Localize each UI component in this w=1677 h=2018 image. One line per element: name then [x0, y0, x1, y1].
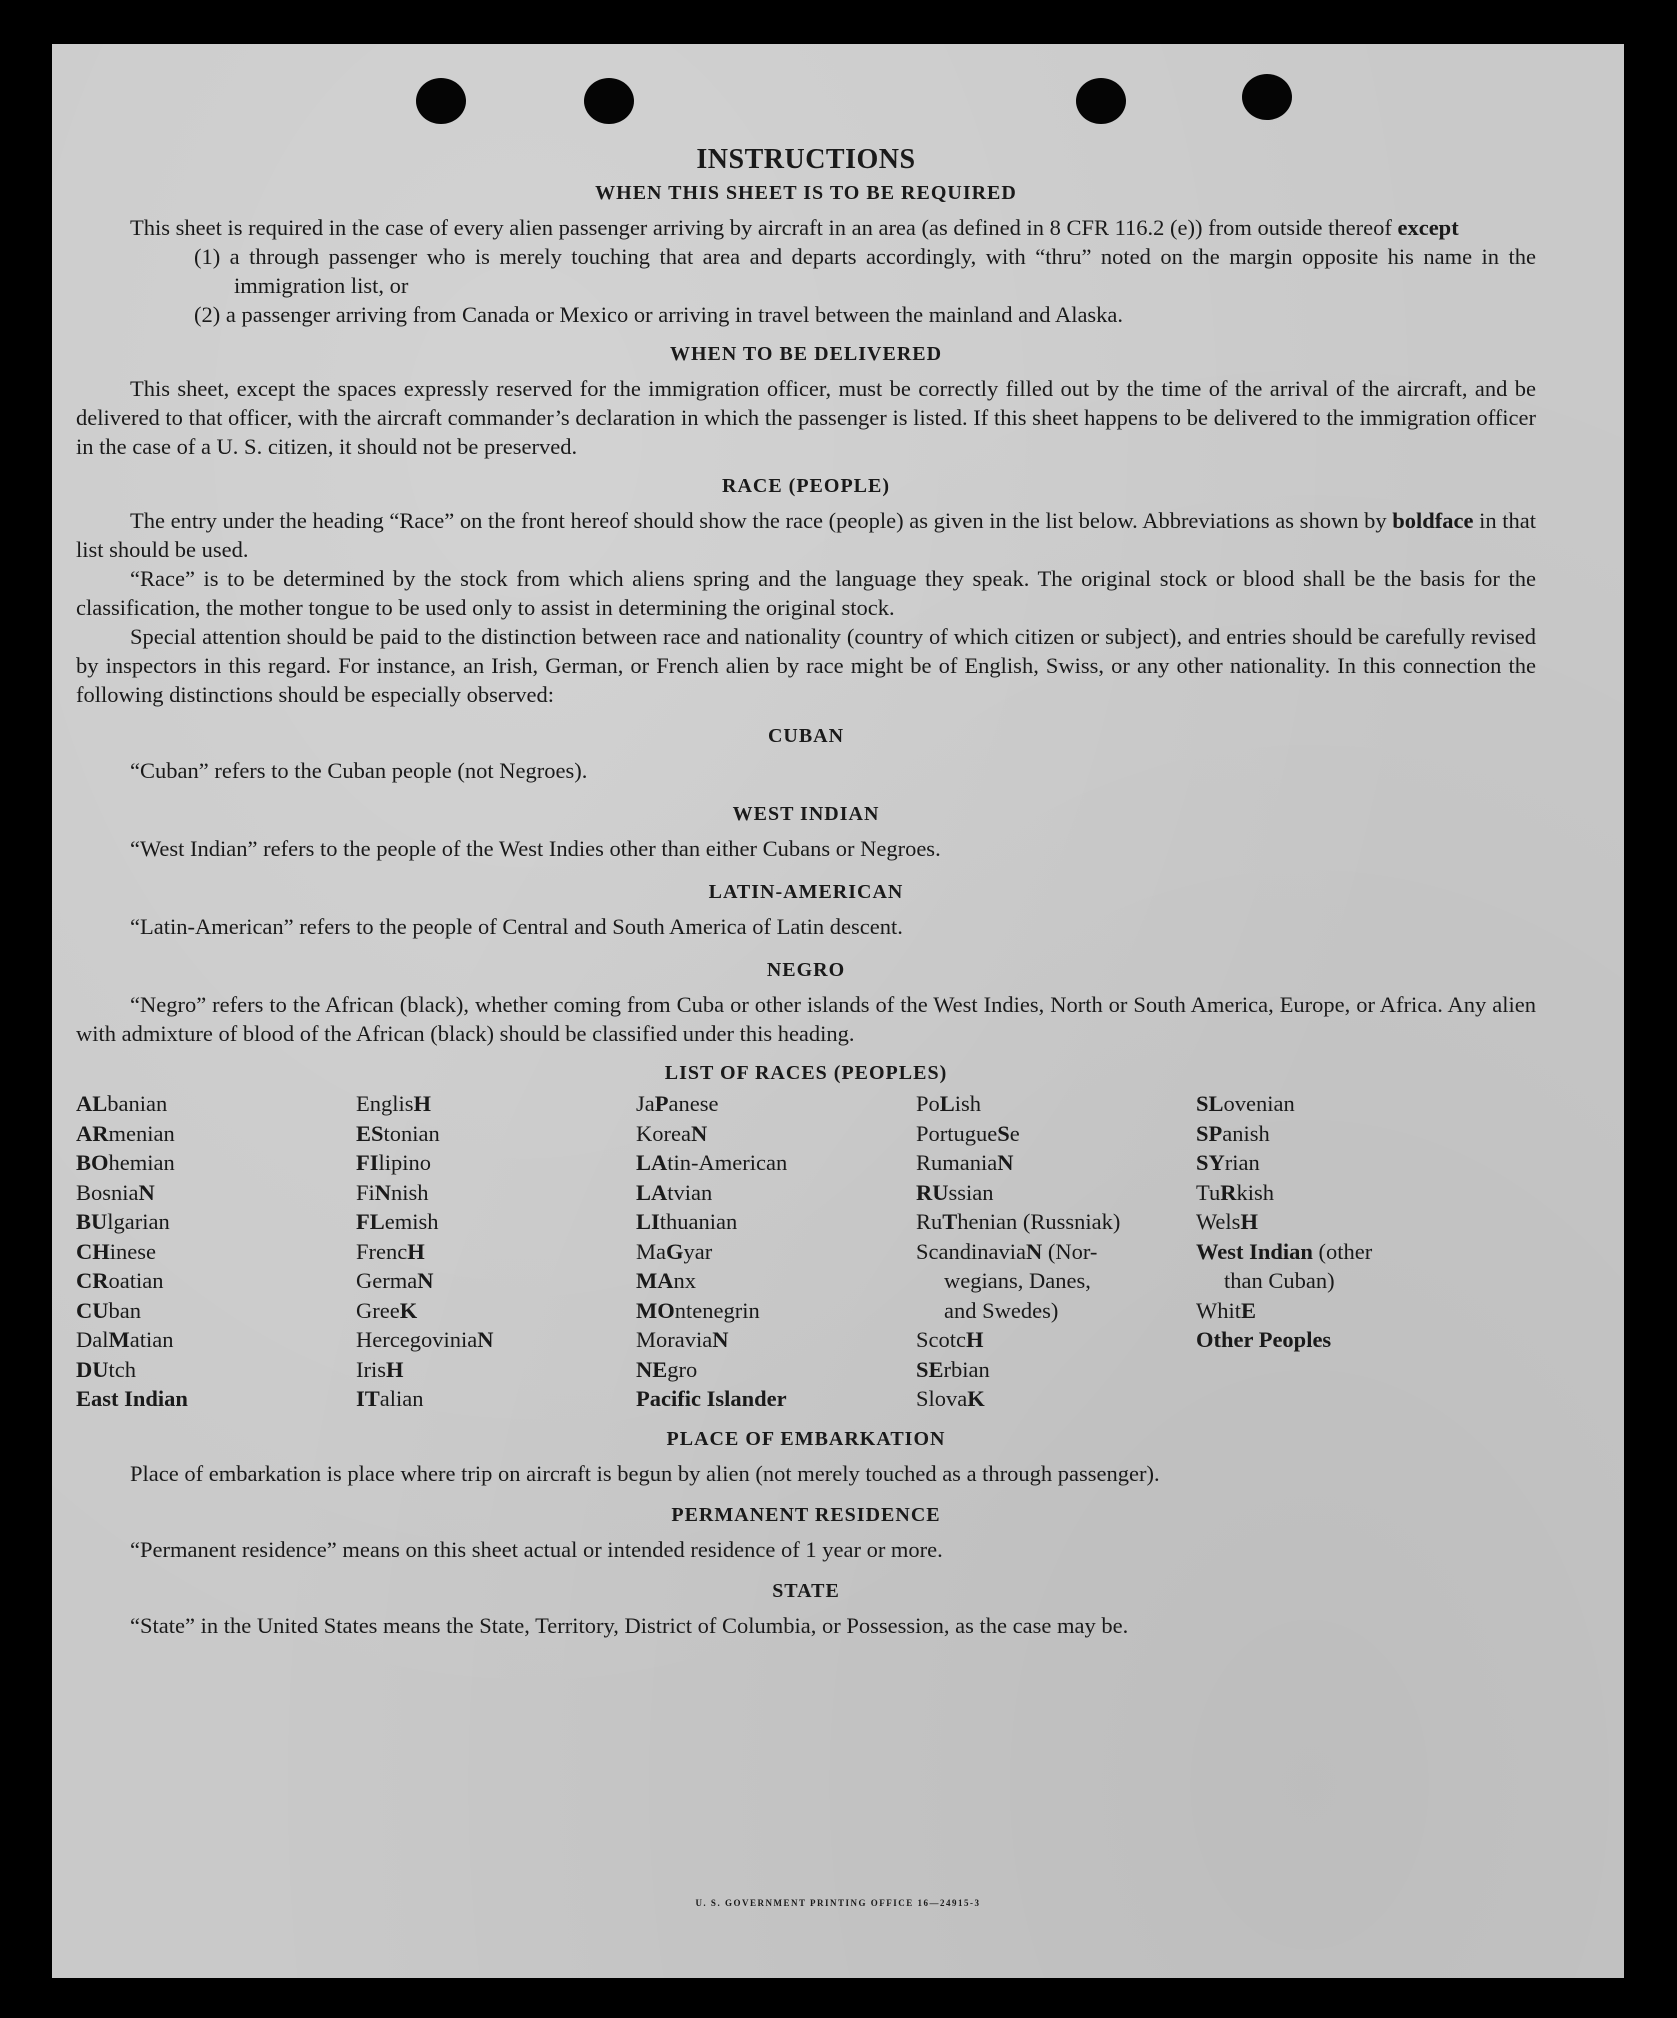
race-entry [76, 1325, 356, 1355]
race-abbrev: N [690, 1120, 708, 1146]
race-entry [916, 1237, 1196, 1267]
race-entry [636, 1355, 916, 1385]
race-abbrev: T [942, 1209, 958, 1234]
race-abbrev: DU [76, 1356, 109, 1382]
list-item: (1) a through passenger who is merely touching that area and departs accordingly, with “thru” noted on the margin opposite his name in the immigration list, or [194, 244, 1536, 298]
race-entry [636, 1296, 916, 1326]
race-entry [356, 1355, 636, 1385]
race-entry [356, 1089, 636, 1119]
race-text: anese [668, 1091, 719, 1116]
race-text: and Swedes) [944, 1297, 1059, 1323]
race-entry [636, 1119, 916, 1149]
race-entry [1196, 1237, 1476, 1267]
paragraph: “Race” is to be determined by the stock from which aliens spring and the language they speak. The original stock or blood shall be the basis for the classification, the mother tongue to be used only to assist in determining the original stock. [76, 566, 1536, 620]
section-heading: LATIN-AMERICAN [708, 881, 904, 903]
race-abbrev: IT [356, 1386, 380, 1411]
race-entry [76, 1266, 356, 1296]
paragraph [76, 506, 1536, 564]
race-entry [356, 1119, 636, 1149]
race-entry [916, 1178, 1196, 1208]
race-text: ban [108, 1297, 141, 1323]
race-abbrev: BO [76, 1150, 109, 1175]
race-text: tonian [383, 1120, 440, 1146]
race-text: banian [107, 1091, 168, 1116]
race-abbrev: SE [916, 1356, 944, 1382]
race-column [1196, 1089, 1476, 1414]
race-list [76, 1089, 1536, 1414]
race-abbrev: Other Peoples [1196, 1327, 1332, 1352]
race-text: wegians, Danes, [944, 1268, 1091, 1293]
race-abbrev: G [666, 1238, 684, 1264]
text-run: The entry under the heading “Race” on the front hereof should show the race (people) as given in the list below. Abbreviations as shown by [130, 508, 1393, 533]
race-entry [76, 1119, 356, 1149]
race-entry [1196, 1178, 1476, 1208]
race-abbrev: K [967, 1386, 985, 1411]
race-text: Korea [636, 1120, 691, 1146]
race-entry [916, 1119, 1196, 1149]
race-text: Frenc [356, 1238, 408, 1264]
race-entry [916, 1207, 1196, 1237]
race-text: e [1009, 1120, 1020, 1146]
race-abbrev: MA [636, 1268, 674, 1293]
section-heading: CUBAN [767, 725, 845, 747]
punch-hole [416, 78, 466, 124]
race-column [916, 1089, 1196, 1414]
race-text: gro [667, 1356, 698, 1382]
paragraph: Special attention should be paid to the distinction between race and nationality (country of which citizen or subject), and entries should be carefully revised by inspectors in this regard. For instance, an Irish, German, or French alien by race might be of English, Swiss, or any other nationality. In this connection the following distinctions should be especially observed: [76, 624, 1536, 707]
race-text: Ma [636, 1238, 666, 1264]
race-abbrev: H [413, 1091, 432, 1116]
race-entry [356, 1325, 636, 1355]
race-text: Rumania [916, 1150, 998, 1175]
race-abbrev: LA [636, 1179, 668, 1205]
race-text: henian (Russniak) [957, 1209, 1121, 1234]
race-abbrev: L [939, 1091, 955, 1116]
race-text: nish [391, 1179, 429, 1205]
race-abbrev: N [477, 1327, 494, 1352]
race-entry [356, 1237, 636, 1267]
race-abbrev: N [138, 1179, 155, 1205]
race-text: Scotc [916, 1327, 966, 1352]
race-entry [1196, 1089, 1476, 1119]
race-text: ssian [948, 1179, 994, 1205]
race-entry [636, 1148, 916, 1178]
race-abbrev: H [1240, 1209, 1258, 1234]
race-text: (Nor- [1042, 1238, 1098, 1264]
paragraph: “State” in the United States means the State, Territory, District of Columbia, or Possession, as the case may be. [130, 1612, 1129, 1638]
race-text: oatian [108, 1268, 164, 1293]
race-text: lgarian [107, 1209, 170, 1234]
paragraph [76, 213, 1536, 242]
race-entry [916, 1148, 1196, 1178]
race-text: Wels [1196, 1209, 1241, 1234]
race-text: rian [1224, 1150, 1260, 1175]
race-text: Fi [356, 1179, 375, 1205]
race-text: (other [1312, 1238, 1373, 1264]
instructions-content [76, 124, 1536, 1640]
race-abbrev: N [417, 1268, 434, 1293]
race-entry [916, 1325, 1196, 1355]
race-text: Scandinavia [916, 1238, 1026, 1264]
race-abbrev: R [1220, 1179, 1237, 1205]
section-heading: PERMANENT RESIDENCE [671, 1503, 941, 1526]
race-text: Bosnia [76, 1179, 139, 1205]
race-entry [356, 1266, 636, 1296]
race-text: kish [1236, 1179, 1274, 1205]
race-text: tvian [667, 1179, 713, 1205]
race-text: Ru [916, 1209, 943, 1234]
race-abbrev: West Indian [1196, 1238, 1313, 1264]
race-text: Iris [356, 1356, 386, 1382]
paragraph: “Cuban” refers to the Cuban people (not Negroes). [130, 758, 588, 783]
race-entry [76, 1237, 356, 1267]
list-item: (2) a passenger arriving from Canada or Mexico or arriving in travel between the mainland and Alaska. [194, 302, 1124, 327]
race-text: Tu [1196, 1179, 1221, 1205]
section-heading: STATE [772, 1579, 840, 1602]
race-text: atian [129, 1327, 174, 1352]
text-run: This sheet is required in the case of every alien passenger arriving by aircraft in an area (as defined in 8 CFR 116.2 (e)) from outside thereof [130, 215, 1398, 240]
race-text: Dal [76, 1327, 109, 1352]
race-text: Whit [1196, 1297, 1241, 1323]
race-abbrev: CR [76, 1268, 109, 1293]
race-abbrev: N [997, 1150, 1014, 1175]
race-text: alian [379, 1386, 424, 1411]
race-entry [76, 1384, 356, 1414]
race-abbrev: FI [356, 1150, 379, 1175]
race-abbrev: ES [356, 1120, 384, 1146]
race-abbrev: SP [1196, 1120, 1223, 1146]
race-abbrev: S [997, 1120, 1010, 1146]
race-abbrev: CH [76, 1238, 110, 1264]
race-text: ovenian [1223, 1091, 1295, 1116]
race-abbrev: SL [1196, 1091, 1224, 1116]
race-entry [76, 1178, 356, 1208]
race-entry [916, 1089, 1196, 1119]
text-run-bold: boldface [1392, 508, 1474, 533]
race-entry [356, 1207, 636, 1237]
race-entry [1196, 1119, 1476, 1149]
race-text: lipino [378, 1150, 432, 1175]
section-heading: WHEN TO BE DELIVERED [669, 343, 943, 365]
race-entry [636, 1178, 916, 1208]
race-abbrev: CU [76, 1297, 109, 1323]
race-abbrev: AL [76, 1091, 108, 1116]
race-abbrev: H [966, 1327, 984, 1352]
race-entry [356, 1148, 636, 1178]
race-column [636, 1089, 916, 1414]
race-text: thuanian [659, 1209, 738, 1234]
paragraph: Place of embarkation is place where trip on aircraft is begun by alien (not merely touched as a through passenger). [130, 1460, 1160, 1486]
race-entry [636, 1207, 916, 1237]
race-abbrev: LA [636, 1150, 668, 1175]
race-abbrev: LI [636, 1209, 660, 1234]
punch-hole [584, 78, 634, 124]
section-heading: LIST OF RACES (PEOPLES) [664, 1062, 948, 1084]
race-text: Moravia [636, 1327, 713, 1352]
race-text: yar [683, 1238, 713, 1264]
race-abbrev: FL [356, 1209, 385, 1234]
section-heading: PLACE OF EMBARKATION [666, 1427, 946, 1450]
race-entry [636, 1325, 916, 1355]
race-entry [76, 1207, 356, 1237]
race-text: Portugue [916, 1120, 998, 1146]
text-run-bold: except [1397, 215, 1459, 240]
race-entry [1196, 1148, 1476, 1178]
race-entry [916, 1296, 1196, 1326]
race-abbrev: N [374, 1179, 392, 1205]
race-entry [636, 1384, 916, 1414]
race-text: Germa [356, 1268, 418, 1293]
race-text: Hercegovinia [356, 1327, 478, 1352]
section-heading: WEST INDIAN [732, 803, 880, 825]
race-entry [76, 1089, 356, 1119]
race-text: tin-American [667, 1150, 788, 1175]
paragraph: “West Indian” refers to the people of the West Indies other than either Cubans or Negroes. [130, 836, 941, 861]
race-abbrev: East Indian [76, 1386, 188, 1411]
race-column [356, 1089, 636, 1414]
race-abbrev: H [407, 1238, 425, 1264]
race-abbrev: NE [636, 1356, 668, 1382]
paragraph: This sheet, except the spaces expressly reserved for the immigration officer, must be correctly filled out by the time of the arrival of the aircraft, and be delivered to that officer, with the aircraft commander’s declaration in which the passenger is listed. If this sheet happens to be delivered to the immigration officer in the case of a U. S. citizen, it should not be preserved. [76, 376, 1536, 459]
race-text: ish [954, 1091, 982, 1116]
race-text: hemian [108, 1150, 175, 1175]
race-abbrev: BU [76, 1209, 108, 1234]
paragraph: “Permanent residence” means on this sheet actual or intended residence of 1 year or more. [130, 1536, 943, 1562]
race-text: nx [673, 1268, 696, 1293]
race-entry [76, 1148, 356, 1178]
race-abbrev: E [1241, 1297, 1257, 1323]
race-text: rbian [943, 1356, 990, 1382]
race-abbrev: K [399, 1297, 418, 1323]
race-entry [1196, 1207, 1476, 1237]
race-entry [1196, 1296, 1476, 1326]
printer-footer: U. S. GOVERNMENT PRINTING OFFICE 16—24915-3 [695, 1898, 981, 1908]
race-abbrev: N [712, 1327, 729, 1352]
document-sheet [52, 44, 1624, 1978]
race-entry [636, 1089, 916, 1119]
race-entry [76, 1296, 356, 1326]
race-text: emish [384, 1209, 439, 1234]
race-abbrev: N [1025, 1238, 1043, 1264]
race-abbrev: RU [916, 1179, 949, 1205]
race-entry [916, 1266, 1196, 1296]
race-text: menian [108, 1120, 175, 1146]
race-text: anish [1222, 1120, 1270, 1146]
race-abbrev: H [386, 1356, 404, 1382]
section-heading: RACE (PEOPLE) [722, 475, 890, 497]
race-text: inese [109, 1238, 156, 1264]
race-abbrev: MO [636, 1297, 675, 1323]
race-abbrev: AR [76, 1120, 109, 1146]
race-text: Gree [356, 1297, 400, 1323]
race-entry [636, 1237, 916, 1267]
race-abbrev: SY [1196, 1150, 1225, 1175]
race-entry [636, 1266, 916, 1296]
race-text: Ja [636, 1091, 655, 1116]
section-heading: WHEN THIS SHEET IS TO BE REQUIRED [595, 182, 1017, 204]
race-abbrev: Pacific Islander [636, 1386, 787, 1411]
section-heading: NEGRO [766, 959, 846, 981]
text-run: in that list should be used. [76, 508, 1536, 562]
paragraph: “Latin-American” refers to the people of Central and South America of Latin descent. [130, 914, 903, 939]
page-title: INSTRUCTIONS [696, 144, 916, 175]
race-entry [356, 1384, 636, 1414]
race-text: Slova [916, 1386, 968, 1411]
paragraph: “Negro” refers to the African (black), whether coming from Cuba or other islands of the West Indies, North or South America, Europe, or Africa. Any alien with admixture of blood of the African (black) should be classified under this heading. [76, 992, 1536, 1046]
race-entry [916, 1384, 1196, 1414]
race-entry [356, 1296, 636, 1326]
punch-hole [1242, 74, 1292, 120]
race-column [76, 1089, 356, 1414]
race-text: Englis [356, 1091, 414, 1116]
race-entry [1196, 1266, 1476, 1296]
race-abbrev: M [108, 1327, 130, 1352]
race-text: tch [108, 1356, 136, 1382]
race-text: than Cuban) [1224, 1268, 1335, 1293]
race-text: Po [916, 1091, 940, 1116]
race-entry [76, 1355, 356, 1385]
race-entry [916, 1355, 1196, 1385]
punch-hole [1076, 78, 1126, 124]
race-text: ntenegrin [674, 1297, 760, 1323]
race-entry [356, 1178, 636, 1208]
race-abbrev: P [654, 1091, 669, 1116]
race-entry [1196, 1325, 1476, 1355]
